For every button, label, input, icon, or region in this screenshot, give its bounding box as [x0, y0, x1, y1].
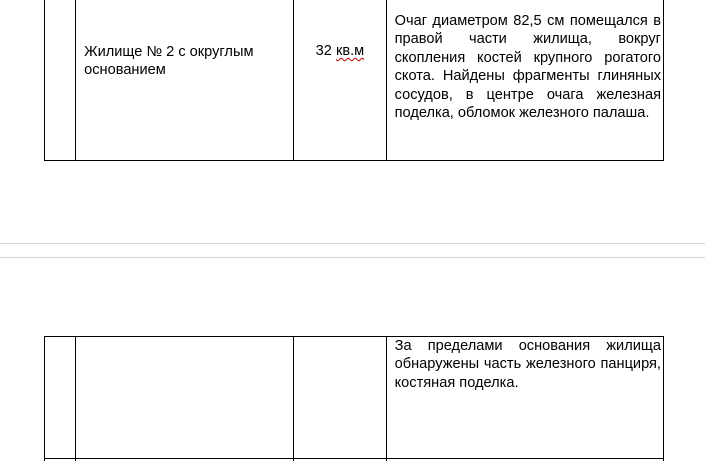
archaeology-table-top: [44, 0, 664, 161]
table-cell: [294, 0, 386, 12]
number-cell[interactable]: [45, 12, 76, 161]
table-row-stub: [45, 0, 664, 12]
area-cell[interactable]: [294, 337, 386, 459]
page-break-gap: [0, 243, 705, 258]
archaeology-table-bottom: [44, 336, 664, 461]
document-page-bottom: [0, 258, 705, 461]
area-value: 32: [315, 43, 332, 59]
description-text: Очаг диаметром 82,5 см помещался в правой части жилища, вокруг скопления костей крупного рогатого скота. Найдены фрагменты глиняных сосудов, в центре очага железная поделка, обломок железного палаша.: [394, 13, 661, 122]
area-cell[interactable]: [294, 12, 386, 161]
table-cell: [76, 0, 294, 12]
name-cell[interactable]: [76, 337, 294, 459]
description-cell[interactable]: [386, 337, 663, 459]
number-cell[interactable]: [45, 337, 76, 459]
table-row: [45, 12, 664, 161]
name-cell[interactable]: [76, 12, 294, 161]
description-text: За пределами основания жилища обнаружены часть железного панциря, костяная поделка.: [394, 338, 661, 391]
table-cell: [45, 0, 76, 12]
table-row: [45, 337, 664, 459]
table-cell: [386, 0, 663, 12]
area-text: [294, 12, 385, 60]
dwelling-name: Жилище № 2 с округлым основанием: [84, 44, 254, 79]
area-unit-spellcheck: кв.м: [335, 43, 365, 59]
description-cell[interactable]: [386, 12, 663, 161]
